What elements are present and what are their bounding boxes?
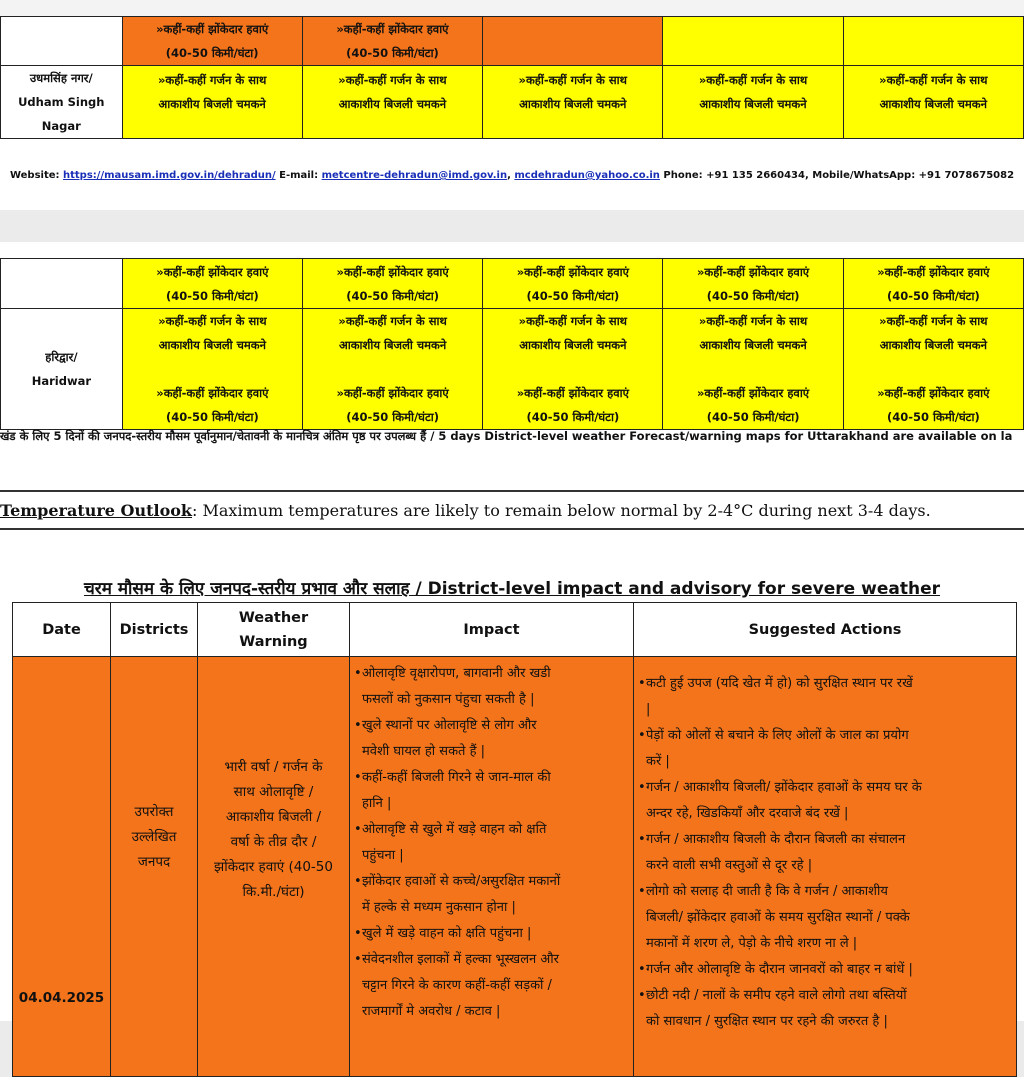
warning-cell: »कहीं-कहीं गर्जन के साथ आकाशीय बिजली चमकने xyxy=(302,66,482,139)
phone-text: Phone: +91 135 2660434, Mobile/WhatsApp: +91 7078675082 xyxy=(663,170,1015,181)
list-item: • झोंकेदार हवाओं से कच्चे/असुरक्षित मकानों में हल्के से मध्यम नुकसान होना | xyxy=(354,869,627,921)
temperature-outlook-text: : Maximum temperatures are likely to remain below normal by 2-4°C during next 3-4 days. xyxy=(192,501,931,520)
suggested-actions-cell xyxy=(634,657,1017,1077)
date-cell xyxy=(13,657,111,1077)
list-item: • खुले में खड़े वाहन को क्षति पहुंचना | xyxy=(354,921,627,947)
warning-cell xyxy=(663,17,843,66)
warning-cell: »कहीं-कहीं गर्जन के साथ आकाशीय बिजली चमकने xyxy=(663,66,843,139)
warning-cell xyxy=(483,17,663,66)
warning-cell: »कहीं-कहीं गर्जन के साथ आकाशीय बिजली चमकने »कहीं-कहीं झोंकेदार हवाएं (40-50 किमी/घंटा) xyxy=(303,309,483,430)
list-item: • ओलावृष्टि वृक्षारोपण, बागवानी और खडी फसलों को नुकसान पंहुचा सकती है | xyxy=(354,661,627,713)
list-item: • खुले स्थानों पर ओलावृष्टि से लोग और मवेशी घायल हो सकते हैं | xyxy=(354,713,627,765)
table-row xyxy=(1,259,1024,309)
column-header: Impact xyxy=(350,603,634,657)
list-item: • पेड़ों को ओलों से बचाने के लिए ओलों के जाल का प्रयोग करें | xyxy=(638,723,1010,775)
warning-cell: »कहीं-कहीं गर्जन के साथ आकाशीय बिजली चमकने xyxy=(122,66,302,139)
website-label: Website: xyxy=(9,170,60,181)
list-item: • गर्जन और ओलावृष्टि के दौरान जानवरों को बाहर न बांधें | xyxy=(638,957,1010,983)
warning-cell: »कहीं-कहीं गर्जन के साथ आकाशीय बिजली चमकने xyxy=(483,66,663,139)
warning-cell: »कहीं-कहीं गर्जन के साथ आकाशीय बिजली चमकने »कहीं-कहीं झोंकेदार हवाएं (40-50 किमी/घंटा) xyxy=(843,309,1023,430)
actions-list xyxy=(634,657,1016,1035)
list-item: • कहीं-कहीं बिजली गिरने से जान-माल की हानि | xyxy=(354,765,627,817)
list-item: • गर्जन / आकाशीय बिजली/ झोंकेदार हवाओं के समय घर के अन्दर रहे, खिडकियाँ और दरवाजे बंद रखें | xyxy=(638,775,1010,827)
list-item: • छोटी नदी / नालों के समीप रहने वाले लोगो तथा बस्तियों को सावधान / सुरक्षित स्थान पर रहने की जरुरत है | xyxy=(638,983,1010,1035)
district-cell xyxy=(1,259,123,309)
temperature-outlook xyxy=(0,501,1024,520)
table-row xyxy=(1,309,1024,430)
districts-cell: उपरोक्त उल्लेखित जनपद xyxy=(111,657,198,1077)
column-header: Date xyxy=(13,603,111,657)
warning-cell: »कहीं-कहीं गर्जन के साथ आकाशीय बिजली चमकने »कहीं-कहीं झोंकेदार हवाएं (40-50 किमी/घंटा) xyxy=(663,309,843,430)
list-item: • ओलावृष्टि से खुले में खड़े वाहन को क्षति पहुंचना | xyxy=(354,817,627,869)
impact-cell xyxy=(350,657,634,1077)
warning-table-1 xyxy=(0,16,1024,139)
district-name-haridwar: हरिद्वार/ Haridwar xyxy=(1,309,123,430)
table-row xyxy=(13,657,1017,1077)
document-page-2 xyxy=(0,242,1024,1029)
warning-table-2 xyxy=(0,258,1024,430)
list-item: • गर्जन / आकाशीय बिजली के दौरान बिजली का संचालन करने वाली सभी वस्तुओं से दूर रहे | xyxy=(638,827,1010,879)
weather-warning-cell: भारी वर्षा / गर्जन के साथ ओलावृष्टि / आकाशीय बिजली / वर्षा के तीव्र दौर / झोंकेदार हवाएं (40-50 कि.मी./घंटा) xyxy=(198,657,350,1077)
list-item: • संवेदनशील इलाकों में हल्का भूस्खलन और चट्टान गिरने के कारण कहीं-कहीं सड़कों / राजमार्गों मे अवरोध / कटाव | xyxy=(354,947,627,1025)
email-link-1[interactable]: metcentre-dehradun@imd.gov.in xyxy=(321,170,508,181)
list-item: • कटी हुई उपज (यदि खेत में हो) को सुरक्षित स्थान पर रखें | xyxy=(638,671,1010,723)
warning-cell: »कहीं-कहीं झोंकेदार हवाएं (40-50 किमी/घंटा) xyxy=(303,259,483,309)
warning-cell: »कहीं-कहीं झोंकेदार हवाएं (40-50 किमी/घंटा) xyxy=(122,259,302,309)
contact-footer: Website: https://mausam.imd.gov.in/dehradun/ E-mail: metcentre-dehradun@imd.gov.in, mcdehradun@yahoo.co.in Phone: +91 135 2660434, Mobile/WhatsApp: +91 7078675082 xyxy=(9,170,1015,181)
table-row xyxy=(1,66,1024,139)
divider xyxy=(0,528,1024,530)
district-name-udham-singh-nagar: उधमसिंह नगर/ Udham Singh Nagar xyxy=(1,66,123,139)
column-header: Districts xyxy=(111,603,198,657)
warning-cell: »कहीं-कहीं झोंकेदार हवाएं (40-50 किमी/घंटा) xyxy=(843,259,1023,309)
warning-cell xyxy=(843,17,1023,66)
warning-cell: »कहीं-कहीं झोंकेदार हवाएं (40-50 किमी/घंटा) xyxy=(663,259,843,309)
warning-cell: »कहीं-कहीं झोंकेदार हवाएं (40-50 किमी/घंटा) xyxy=(122,17,302,66)
date-value: 04.04.2025 xyxy=(18,990,105,1006)
temperature-outlook-label: Temperature Outlook xyxy=(0,501,193,520)
impact-list xyxy=(350,657,633,1025)
warning-cell: »कहीं-कहीं गर्जन के साथ आकाशीय बिजली चमकने »कहीं-कहीं झोंकेदार हवाएं (40-50 किमी/घंटा) xyxy=(483,309,663,430)
warning-cell: »कहीं-कहीं गर्जन के साथ आकाशीय बिजली चमकने »कहीं-कहीं झोंकेदार हवाएं (40-50 किमी/घंटा) xyxy=(122,309,302,430)
email-link-2[interactable]: mcdehradun@yahoo.co.in xyxy=(514,170,660,181)
document-page-1 xyxy=(0,18,1024,210)
website-link[interactable]: https://mausam.imd.gov.in/dehradun/ xyxy=(63,170,276,181)
table-row xyxy=(1,17,1024,66)
email-label: E-mail: xyxy=(279,170,319,181)
column-header: Weather Warning xyxy=(198,603,350,657)
advisory-title: चरम मौसम के लिए जनपद-स्तरीय प्रभाव और सलाह / District-level impact and advisory for severe weather xyxy=(84,579,940,599)
column-header: Suggested Actions xyxy=(634,603,1017,657)
warning-cell: »कहीं-कहीं झोंकेदार हवाएं (40-50 किमी/घंटा) xyxy=(483,259,663,309)
warning-cell: »कहीं-कहीं झोंकेदार हवाएं (40-50 किमी/घंटा) xyxy=(302,17,482,66)
list-item: • लोगो को सलाह दी जाती है कि वे गर्जन / आकाशीय बिजली/ झोंकेदार हवाओं के समय सुरक्षित स्थानों / पक्के मकानों में शरण ले, पेड़ो के नीचे शरण ना ले | xyxy=(638,879,1010,957)
district-cell xyxy=(1,17,123,66)
warning-cell: »कहीं-कहीं गर्जन के साथ आकाशीय बिजली चमकने xyxy=(843,66,1023,139)
table-header-row xyxy=(13,603,1017,657)
divider xyxy=(0,490,1024,492)
forecast-maps-note: खंड के लिए 5 दिनों की जनपद-स्तरीय मौसम पूर्वानुमान/चेतावनी के मानचित्र अंतिम पृष्ठ पर उपलब्ध हैं / 5 days District-level weather Forecast/warning maps for Uttarakhand are available on la xyxy=(0,429,1013,443)
advisory-table xyxy=(12,602,1017,1077)
